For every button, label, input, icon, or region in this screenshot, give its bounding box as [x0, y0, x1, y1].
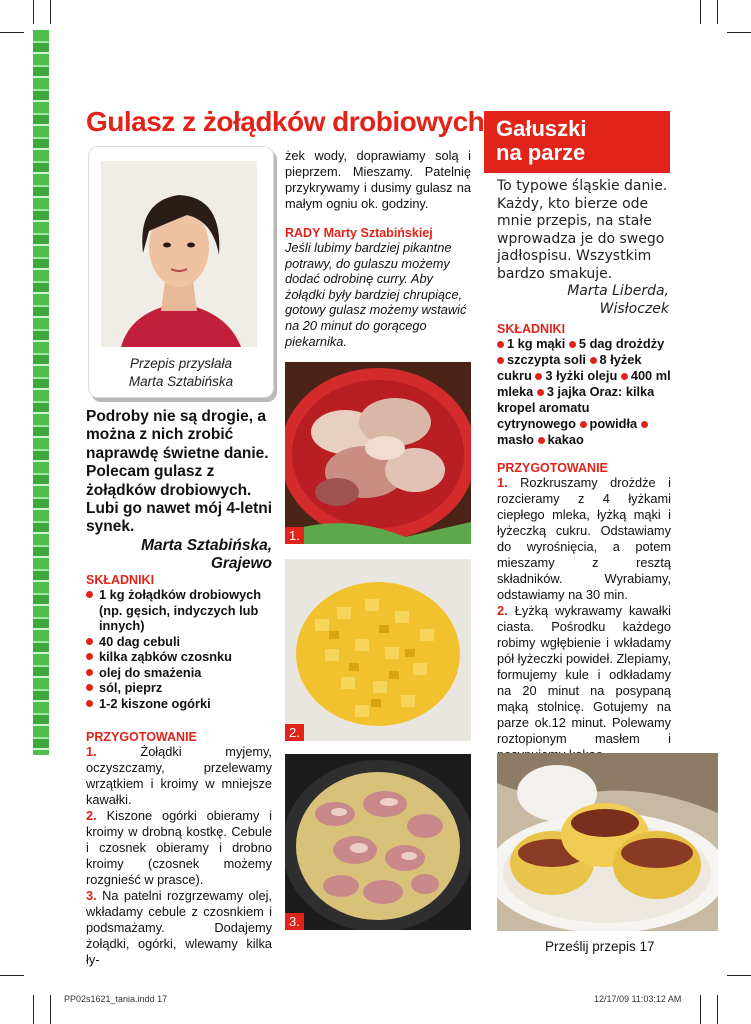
article-lead	[86, 408, 272, 574]
intro-text: To typowe śląskie danie. Każdy, kto bierze ode mnie przepis, na stałe wprowadza je do swego jadłospisu. Wszystkim bardzo smakuje.	[497, 178, 668, 282]
prep-step	[497, 475, 671, 603]
bullet-icon	[569, 341, 576, 348]
ingredients-inline	[497, 336, 671, 448]
photo-diced-pickles	[285, 559, 471, 741]
bullet-icon	[538, 437, 545, 444]
bullet-icon	[621, 373, 628, 380]
ingredient-item: 5 dag drożdży	[578, 336, 665, 351]
ingredient-item: masło	[497, 432, 534, 447]
ingredients-heading: SKŁADNIKI	[497, 322, 566, 336]
prep-step	[497, 603, 671, 763]
prep-step	[86, 808, 272, 888]
crop-mark	[50, 995, 51, 1024]
crop-mark	[50, 0, 51, 24]
ingredient-item: szczypta soli	[507, 352, 586, 367]
step-text: Rozkruszamy drożdże i rozcieramy z 4 łyżkami ciepłego mleka, łyżką mąki i łyżeczką cukru. Odstawiamy do wyrośnięcia, a potem mieszamy z resztą składników. Wyrabiamy, odstawiamy na 30 min.	[497, 475, 671, 602]
lead-text: Podroby nie są drogie, a można z nich zrobić naprawdę świetne danie. Polecam gulasz z żołądków drobiowych. Lubi go nawet mój 4-letni synek.	[86, 408, 272, 536]
ingredient-item: 3 łyżki oleju	[545, 368, 618, 383]
caption-line: Marta Sztabińska	[128, 374, 234, 389]
left-ingredients	[86, 573, 274, 711]
photo-frying-pan	[285, 754, 471, 930]
bullet-icon	[535, 373, 542, 380]
crop-mark	[727, 975, 751, 976]
intro-town: Wisłoczek	[599, 300, 669, 317]
ingredient-item: 1-2 kiszone ogórki	[86, 696, 274, 712]
ingredient-item: powidła	[589, 416, 638, 431]
photo-raw-gizzards	[285, 362, 471, 544]
ingredient-item: 3 jajka	[546, 384, 586, 399]
tips-heading: RADY Marty Sztabińskiej	[285, 226, 433, 240]
photo-number: 1.	[285, 527, 304, 544]
step-text: Na patelni rozgrzewamy olej, wkładamy cebule z czosnkiem i podsmażamy. Dodajemy żołądki, ogórki, wlewamy kilka ły-	[86, 888, 272, 967]
crop-mark	[0, 32, 24, 33]
green-edge-strip	[33, 30, 49, 755]
crop-mark	[33, 995, 34, 1024]
step-number: 1.	[86, 744, 97, 759]
ingredient-extra: Oraz: kilka kropel aromatu cytrynowego	[497, 384, 655, 431]
crop-mark	[0, 975, 24, 976]
recipe-title-line: Gałuszki	[496, 116, 587, 141]
step-text: Żołądki myjemy, oczyszczamy, przelewamy wrzątkiem i kroimy w mniejsze kawałki.	[86, 744, 272, 807]
step-number: 2.	[86, 808, 97, 823]
ingredient-item: 1 kg żołądków drobiowych (np. gęsich, indyczych lub innych)	[86, 587, 274, 634]
bullet-icon	[497, 341, 504, 348]
bullet-icon	[537, 389, 544, 396]
prep-heading: PRZYGOTOWANIE	[497, 461, 608, 475]
tips-box	[285, 226, 471, 349]
crop-mark	[717, 0, 718, 24]
intro-author: Marta Liberda,	[567, 283, 669, 299]
ingredient-item: 400 ml mleka	[497, 368, 671, 399]
crop-mark	[33, 0, 34, 24]
ingredient-item: kakao	[547, 432, 584, 447]
lead-author: Marta Sztabińska,	[141, 536, 272, 554]
bullet-icon	[641, 421, 648, 428]
tips-text: Jeśli lubimy bardziej pikantne potrawy, do gulaszu możemy dodać odrobinę curry. Aby żołądki były bardziej chrupiące, gotowy gulasz możemy wstawić na 20 minut do gorącego piekarnika.	[285, 240, 467, 349]
step-text: Łyżką wykrawamy kawałki ciasta. Pośrodku każdego robimy wgłębienie i wkładamy pół łyżeczki powideł. Zlepiamy, formujemy kule i odkładamy na 20 minut na posypaną mąką stolnicę. Gotujemy na parze ok.12 minut. Polewamy roztopionym masłem i	[497, 603, 672, 746]
slug-date: 12/17/09 11:03:12 AM	[594, 994, 682, 1004]
step-number: 2.	[497, 603, 508, 618]
recipe-intro	[497, 178, 669, 318]
crop-mark	[700, 995, 701, 1024]
photo-number: 2.	[285, 724, 304, 741]
ingredient-item: kilka ząbków czosnku	[86, 649, 274, 665]
prep-heading: PRZYGOTOWANIE	[86, 730, 197, 744]
crop-mark	[717, 995, 718, 1024]
bullet-icon	[580, 421, 587, 428]
bullet-icon	[497, 357, 504, 364]
author-photo-card	[88, 146, 274, 398]
crop-mark	[700, 0, 701, 24]
prep-step	[86, 888, 272, 968]
right-ingredients	[497, 322, 671, 448]
bullet-icon	[590, 357, 597, 364]
crop-mark	[727, 32, 751, 33]
author-portrait	[101, 161, 257, 347]
photo-number: 3.	[285, 913, 304, 930]
step-number: 1.	[497, 475, 508, 490]
left-preparation	[86, 730, 272, 968]
continued-text: żek wody, doprawiamy solą i pieprzem. Mieszamy. Patelnię przykrywamy i dusimy gulasz na małym ogniu ok. godziny.	[285, 148, 471, 211]
ingredients-heading: SKŁADNIKI	[86, 573, 155, 587]
step-number: 3.	[86, 888, 97, 903]
page-number-label: Prześlij przepis 17	[545, 939, 655, 954]
recipe-title-line: na parze	[496, 140, 586, 165]
ingredient-item: 40 dag cebuli	[86, 634, 274, 650]
ingredient-item: 8 łyżek cukru	[497, 352, 642, 383]
ingredient-item: sól, pieprz	[86, 680, 274, 696]
photo-caption	[89, 355, 273, 391]
photo-dumplings	[497, 753, 718, 931]
article-title: Gulasz z żołądków drobiowych	[86, 106, 485, 137]
caption-line: Przepis przysłała	[129, 356, 233, 371]
ingredient-item: olej do smażenia	[86, 665, 274, 681]
right-preparation	[497, 461, 671, 763]
slug-filename: PP02s1621_tania.indd 17	[64, 994, 168, 1004]
prep-step	[86, 744, 272, 808]
recipe-title-box	[484, 111, 670, 173]
lead-town: Grajewo	[210, 555, 272, 573]
ingredients-list	[86, 587, 274, 711]
ingredient-item: 1 kg mąki	[507, 336, 566, 351]
step-text: Kiszone ogórki obieramy i kroimy w drobną kostkę. Cebule i czosnek obieramy i drobno kroimy (czosnek możemy rozgnieść w prasce).	[86, 808, 272, 887]
